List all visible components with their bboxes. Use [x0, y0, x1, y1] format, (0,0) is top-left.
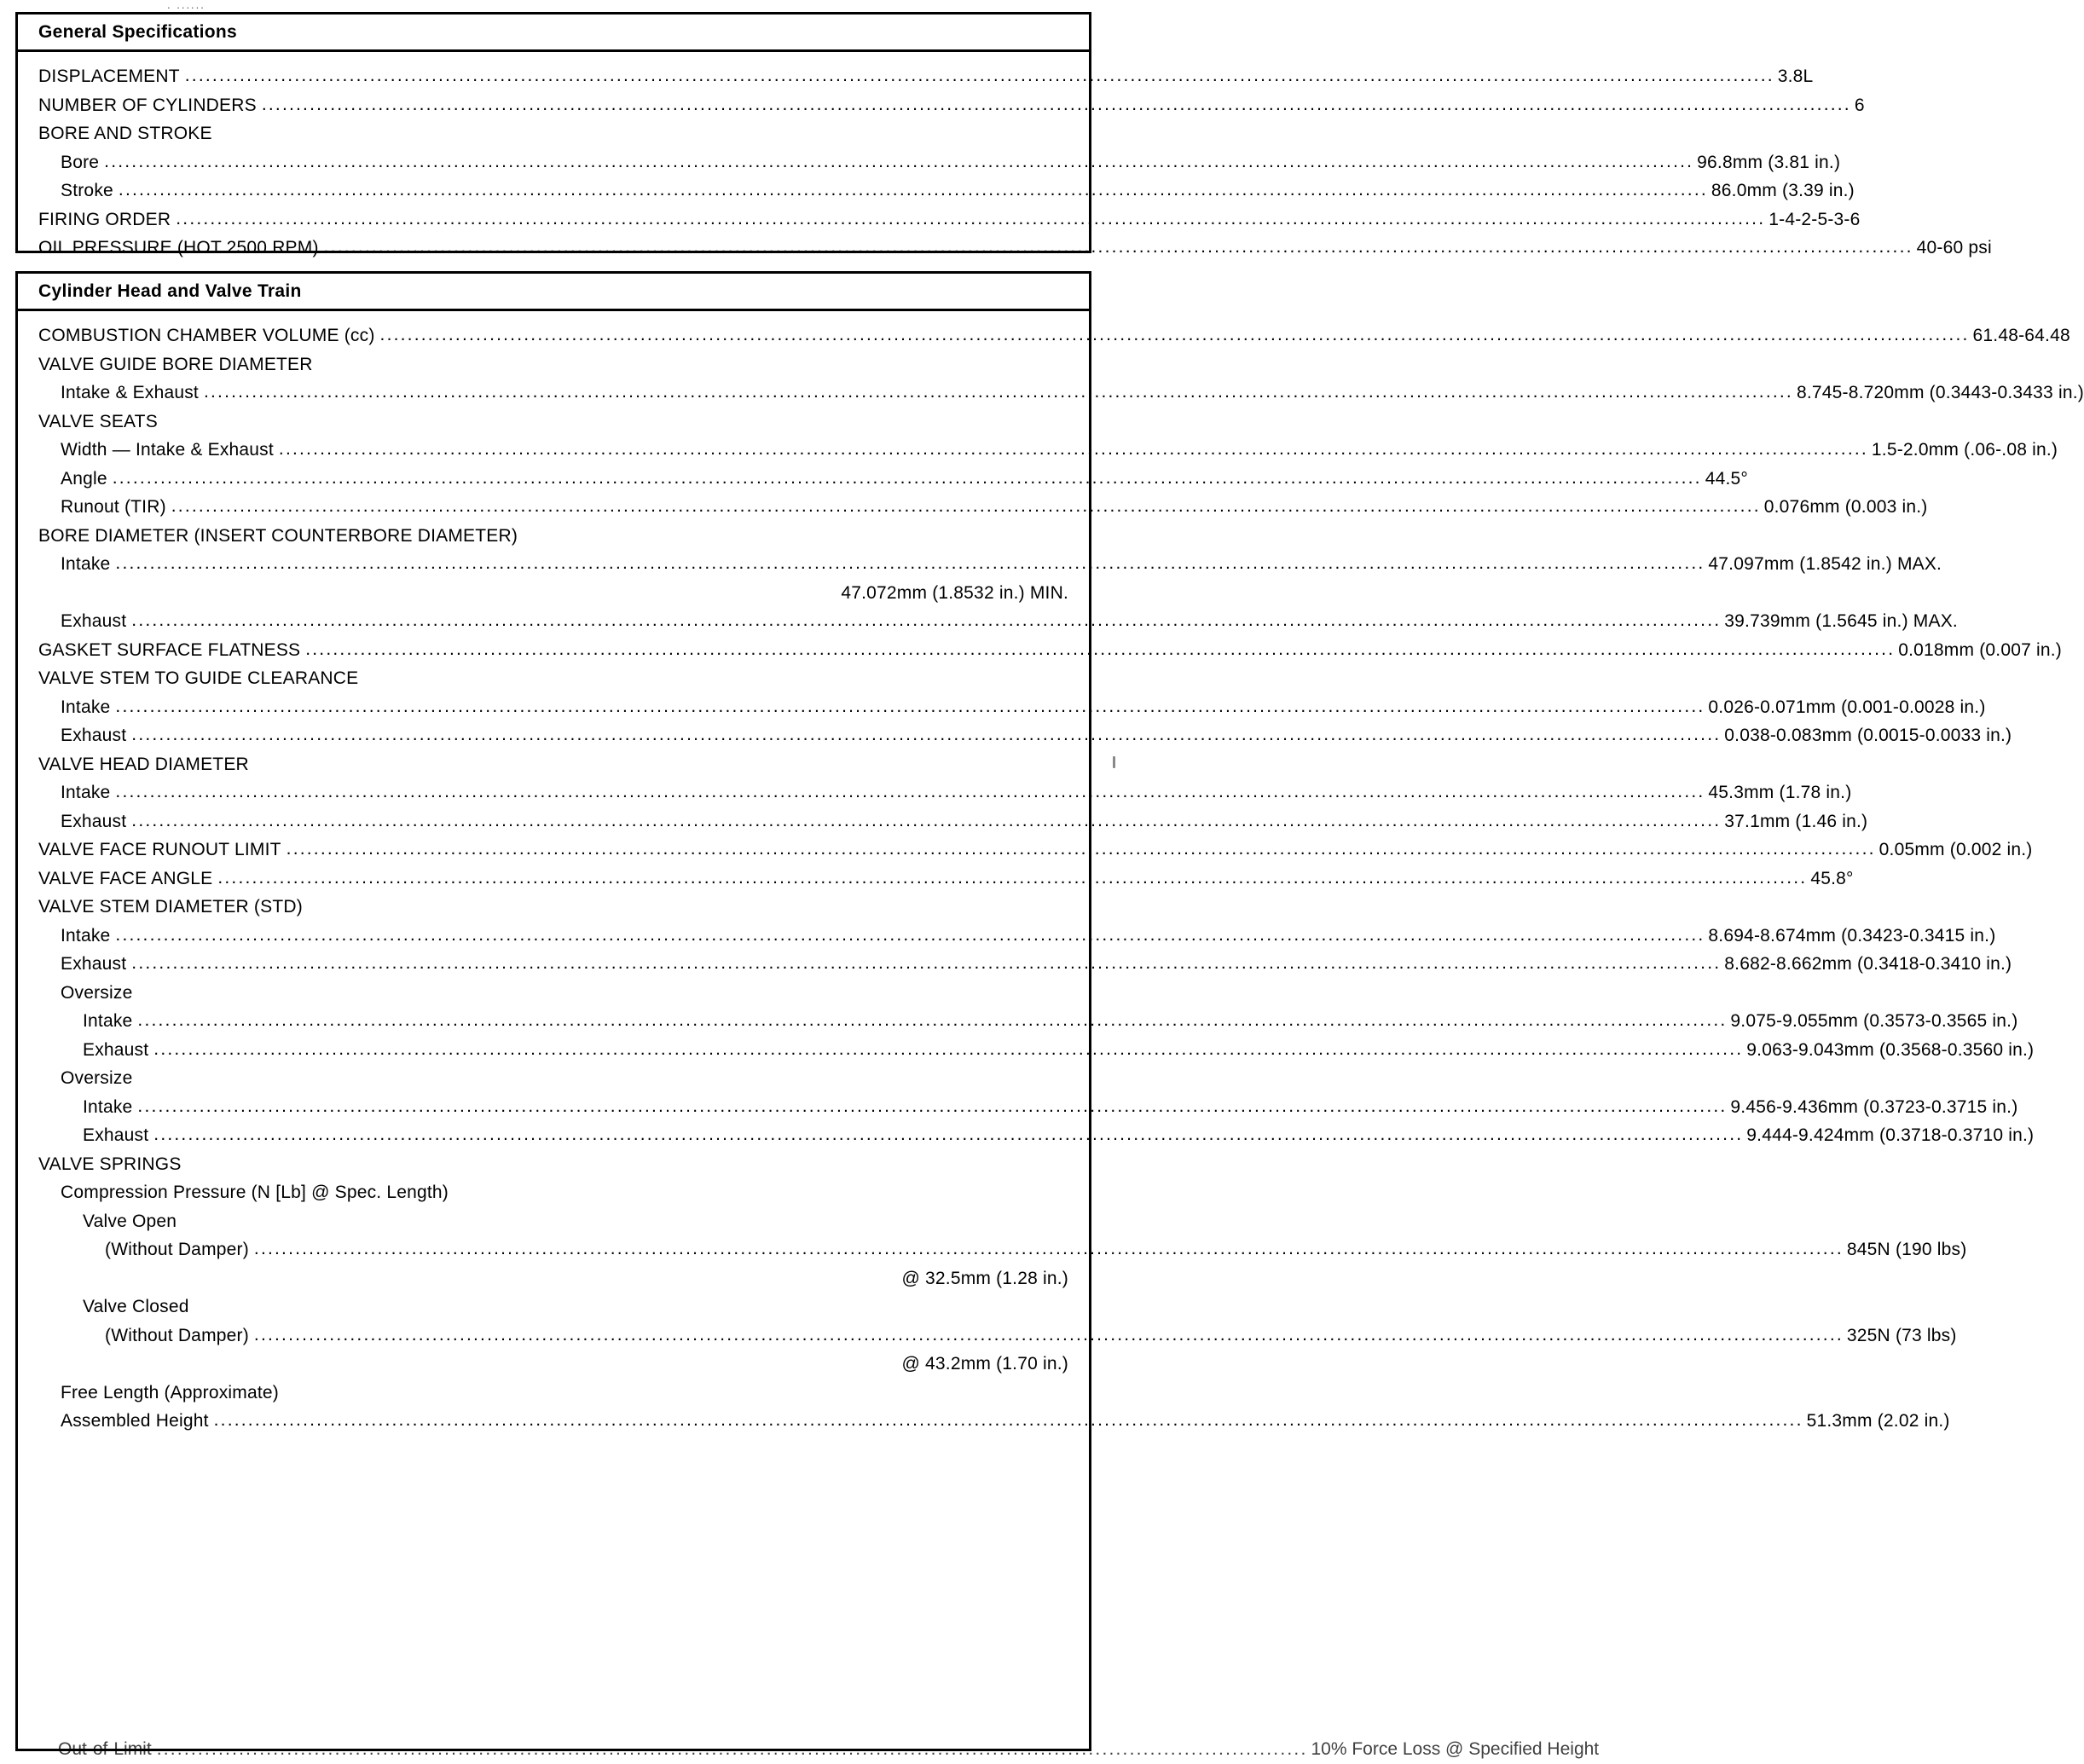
spec-value: 325N (73 lbs) — [1846, 1325, 1957, 1345]
spec-group-heading — [38, 1064, 1068, 1093]
spec-value: 37.1mm (1.46 in.) — [1724, 811, 1868, 831]
spec-row — [38, 493, 1928, 522]
spec-group-heading — [38, 1293, 1068, 1322]
spec-value: @ 43.2mm (1.70 in.) — [901, 1354, 1068, 1374]
spec-value: 51.3mm (2.02 in.) — [1806, 1411, 1950, 1431]
spec-group-heading — [38, 1379, 1068, 1408]
spec-value: 0.026-0.071mm (0.001-0.0028 in.) — [1708, 697, 1986, 717]
spec-value: 3.8L — [1777, 67, 1814, 86]
spec-value: 86.0mm (3.39 in.) — [1711, 181, 1855, 200]
spec-label: BORE DIAMETER (INSERT COUNTERBORE DIAMETER) — [38, 525, 518, 546]
dot-leader — [157, 1735, 1308, 1753]
spec-label: Intake & Exhaust — [61, 383, 199, 402]
spec-row — [38, 234, 1992, 263]
spec-row — [38, 1121, 2035, 1150]
section-general-specifications — [15, 12, 1992, 257]
section-header-cylinder-head-and-valve-train — [18, 274, 1089, 311]
dot-leader — [131, 807, 1721, 825]
spec-row — [38, 950, 2012, 979]
spec-row — [38, 865, 1854, 894]
spec-group-heading — [38, 664, 1068, 693]
spec-row — [38, 607, 1958, 636]
spec-label: Compression Pressure (N [Lb] @ Spec. Length) — [61, 1183, 449, 1202]
spec-row — [38, 550, 1942, 579]
spec-label: VALVE STEM TO GUIDE CLEARANCE — [38, 668, 359, 688]
spec-label: (Without Damper) — [105, 1240, 249, 1259]
spec-value: 9.444-9.424mm (0.3718-0.3710 in.) — [1746, 1125, 2035, 1145]
spec-value: 10% Force Loss @ Specified Height — [1311, 1739, 1600, 1759]
spec-row — [38, 922, 1996, 951]
spec-label: Runout (TIR) — [61, 497, 166, 517]
spec-row — [38, 1036, 2035, 1065]
dot-leader — [131, 950, 1721, 968]
spec-row — [38, 321, 2070, 350]
spec-label: BORE AND STROKE — [38, 124, 212, 143]
spec-value: 0.018mm (0.007 in.) — [1898, 639, 2062, 660]
spec-value: 0.05mm (0.002 in.) — [1878, 840, 2033, 859]
dot-leader — [113, 465, 1702, 483]
spec-value: 44.5° — [1705, 468, 1748, 489]
clipped-spec-row — [36, 1735, 1600, 1759]
spec-label: VALVE GUIDE BORE DIAMETER — [38, 354, 313, 374]
section-title: Cylinder Head and Valve Train — [38, 281, 302, 301]
spec-label: Exhaust — [61, 726, 127, 745]
spec-value: 47.097mm (1.8542 in.) MAX. — [1708, 554, 1942, 574]
spec-row — [38, 1007, 2018, 1036]
spec-label: FIRING ORDER — [38, 209, 171, 229]
spec-value: 8.694-8.674mm (0.3423-0.3415 in.) — [1708, 925, 1996, 946]
spec-row — [38, 721, 2012, 750]
spec-row — [38, 1407, 1950, 1436]
spec-label: GASKET SURFACE FLATNESS — [38, 639, 301, 660]
spec-row — [38, 1093, 2018, 1122]
dot-leader — [137, 1093, 1727, 1111]
spec-row — [38, 436, 2058, 465]
spec-row — [38, 807, 1868, 836]
spec-row — [38, 1322, 1957, 1350]
spec-label: Exhaust — [61, 954, 127, 974]
spec-label: Free Length (Approximate) — [61, 1382, 279, 1403]
section-body-general-specifications — [18, 52, 1992, 263]
spec-label: VALVE SPRINGS — [38, 1154, 182, 1174]
spec-label: Intake — [61, 554, 111, 574]
section-title: General Specifications — [38, 21, 238, 42]
spec-group-heading — [38, 119, 1068, 148]
spec-label: Oversize — [61, 1068, 133, 1088]
spec-row — [38, 176, 1855, 205]
dot-leader — [115, 922, 1705, 940]
dot-leader — [131, 607, 1721, 625]
spec-value: 47.072mm (1.8532 in.) MIN. — [841, 582, 1068, 603]
spec-label: Exhaust — [83, 1125, 149, 1145]
spec-continuation-row — [38, 579, 1068, 608]
spec-row — [38, 1235, 1967, 1264]
spec-label: VALVE FACE RUNOUT LIMIT — [38, 840, 281, 859]
spec-label: Angle — [61, 468, 107, 489]
spec-label: Intake — [83, 1096, 133, 1117]
spec-label: Exhaust — [61, 811, 127, 831]
spec-label: Oversize — [61, 982, 133, 1003]
spec-value: @ 32.5mm (1.28 in.) — [901, 1268, 1068, 1288]
spec-group-heading — [38, 979, 1068, 1008]
page-speck — [1113, 756, 1115, 768]
spec-label: OIL PRESSURE (HOT 2500 RPM) — [38, 238, 319, 257]
dot-leader — [185, 62, 1774, 80]
spec-label: Assembled Height — [61, 1411, 209, 1431]
spec-label: Intake — [83, 1011, 133, 1031]
dot-leader — [262, 91, 1851, 109]
spec-continuation-row — [38, 1264, 1068, 1293]
dot-leader — [324, 234, 1913, 252]
spec-row — [38, 62, 1814, 91]
spec-value: 96.8mm (3.81 in.) — [1697, 152, 1841, 172]
spec-label: Intake — [61, 697, 111, 717]
spec-group-heading — [38, 522, 1068, 551]
spec-value: 61.48-64.48 — [1972, 326, 2070, 345]
spec-value: 1.5-2.0mm (.06-.08 in.) — [1871, 440, 2058, 460]
spec-value: 45.8° — [1810, 868, 1854, 888]
dot-leader — [217, 865, 1807, 882]
spec-label: VALVE STEM DIAMETER (STD) — [38, 897, 303, 917]
spec-row — [38, 636, 2062, 665]
spec-label: VALVE SEATS — [38, 411, 158, 431]
spec-group-heading — [38, 750, 1068, 779]
dot-leader — [153, 1121, 1743, 1139]
spec-group-heading — [38, 350, 1068, 379]
spec-label: Exhaust — [83, 1039, 149, 1060]
dot-leader — [131, 721, 1721, 739]
spec-value: 39.739mm (1.5645 in.) MAX. — [1724, 611, 1958, 631]
spec-row — [38, 693, 1986, 722]
spec-row — [38, 205, 1861, 234]
spec-value: 0.038-0.083mm (0.0015-0.0033 in.) — [1724, 726, 2012, 745]
spec-label: Stroke — [61, 181, 113, 200]
scan-artifact-text: . ...... — [167, 0, 206, 11]
spec-row — [38, 778, 1852, 807]
spec-value: 1-4-2-5-3-6 — [1769, 209, 1861, 229]
section-header-general-specifications — [18, 14, 1089, 52]
spec-group-heading — [38, 893, 1068, 922]
spec-value: 9.456-9.436mm (0.3723-0.3715 in.) — [1730, 1096, 2018, 1117]
spec-row — [38, 148, 1841, 177]
spec-label: Valve Closed — [83, 1297, 189, 1316]
spec-value: 45.3mm (1.78 in.) — [1708, 783, 1852, 802]
spec-group-heading — [38, 1150, 1068, 1179]
dot-leader — [254, 1322, 1844, 1339]
dot-leader — [115, 550, 1705, 568]
dot-leader — [287, 836, 1876, 853]
spec-group-heading — [38, 1178, 1068, 1207]
spec-row — [38, 465, 1748, 494]
spec-label: Intake — [61, 783, 111, 802]
spec-label: Intake — [61, 925, 111, 946]
spec-label: COMBUSTION CHAMBER VOLUME (cc) — [38, 326, 375, 345]
spec-group-heading — [38, 1207, 1068, 1236]
spec-continuation-row — [38, 1350, 1068, 1379]
spec-row — [38, 379, 2084, 408]
dot-leader — [214, 1407, 1803, 1425]
spec-row — [38, 836, 2033, 865]
spec-value: 8.682-8.662mm (0.3418-0.3410 in.) — [1724, 954, 2012, 974]
spec-label: DISPLACEMENT — [38, 67, 180, 86]
spec-value: 845N (190 lbs) — [1846, 1240, 1967, 1259]
dot-leader — [305, 636, 1895, 654]
dot-leader — [137, 1007, 1727, 1025]
dot-leader — [171, 493, 1761, 511]
spec-label: NUMBER OF CYLINDERS — [38, 95, 257, 115]
section-body-cylinder-head-and-valve-train — [18, 311, 2084, 1436]
spec-label: Bore — [61, 152, 100, 172]
dot-leader — [380, 321, 1970, 339]
dot-leader — [176, 205, 1765, 223]
spec-label: Width — Intake & Exhaust — [61, 440, 274, 460]
dot-leader — [153, 1036, 1743, 1054]
spec-value: 8.745-8.720mm (0.3443-0.3433 in.) — [1796, 383, 2084, 402]
spec-label: VALVE FACE ANGLE — [38, 868, 213, 888]
spec-value: 9.063-9.043mm (0.3568-0.3560 in.) — [1746, 1039, 2035, 1060]
spec-label: Out-of-Limit — [58, 1739, 152, 1759]
spec-value: 0.076mm (0.003 in.) — [1763, 497, 1928, 517]
spec-value: 9.075-9.055mm (0.3573-0.3565 in.) — [1730, 1011, 2018, 1031]
spec-row — [38, 91, 1865, 120]
spec-label: (Without Damper) — [105, 1325, 249, 1345]
spec-label: Valve Open — [83, 1211, 177, 1231]
dot-leader — [119, 176, 1708, 194]
spec-value: 40-60 psi — [1916, 238, 1992, 257]
spec-label: VALVE HEAD DIAMETER — [38, 754, 249, 774]
dot-leader — [104, 148, 1693, 166]
dot-leader — [115, 693, 1705, 711]
dot-leader — [115, 778, 1705, 796]
spec-label: Exhaust — [61, 611, 127, 631]
dot-leader — [254, 1235, 1844, 1253]
spec-value: 6 — [1854, 95, 1865, 115]
dot-leader — [279, 436, 1868, 454]
spec-group-heading — [38, 408, 1068, 437]
dot-leader — [204, 379, 1793, 396]
